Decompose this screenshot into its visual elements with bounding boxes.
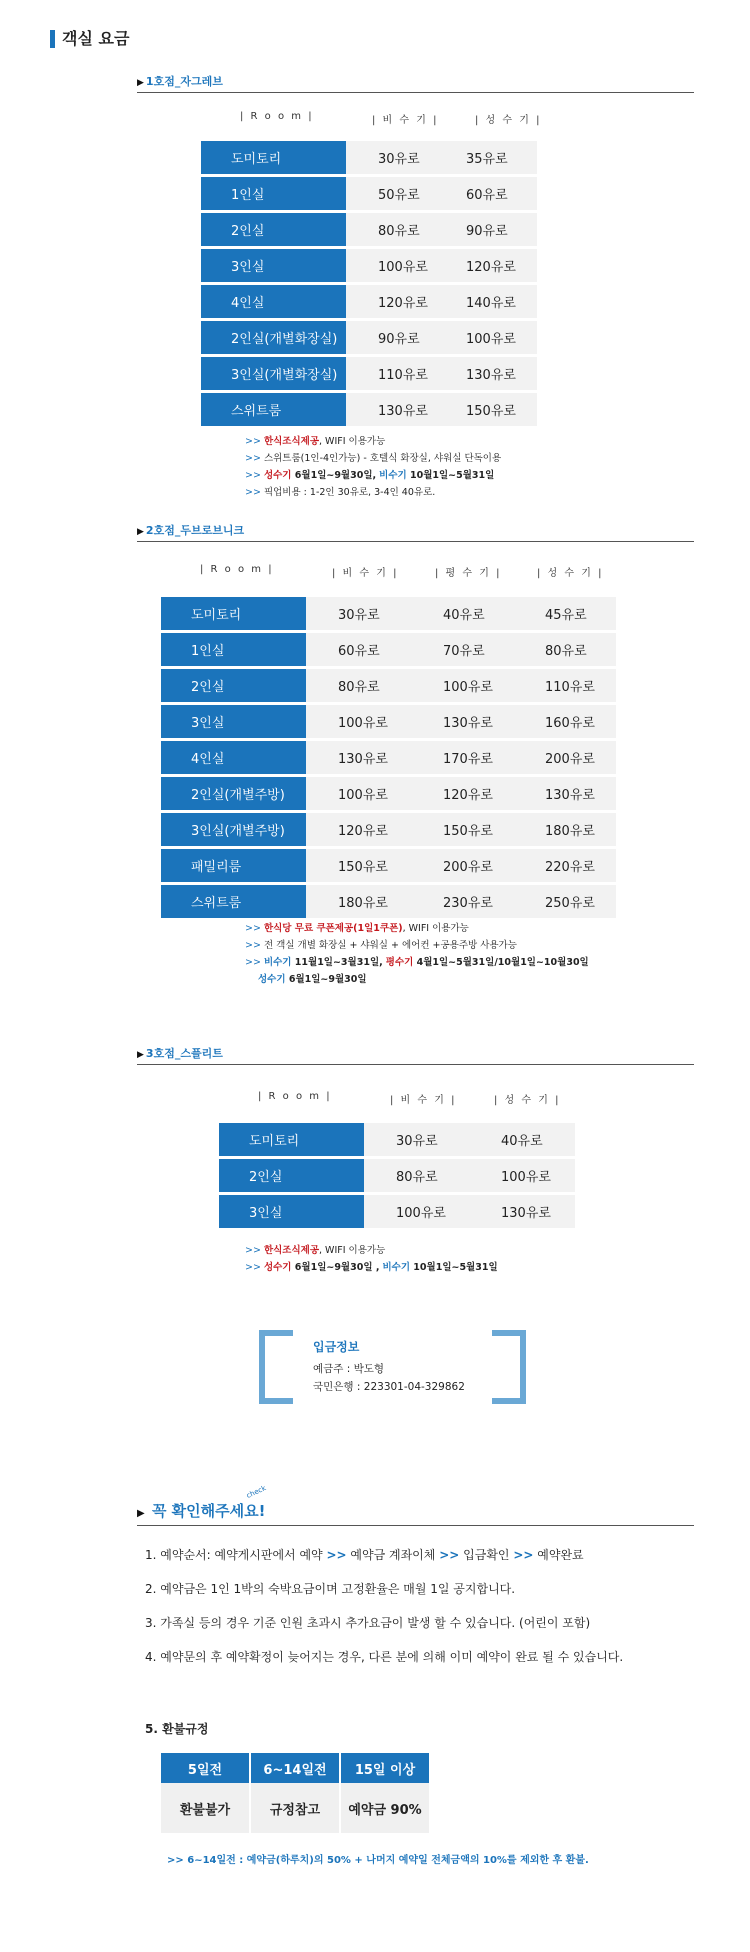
room-name: 패밀리룸 bbox=[161, 849, 306, 882]
col-header-peakseason: | 성 수 기 | bbox=[537, 568, 604, 579]
room-price: 160유로 bbox=[513, 705, 616, 738]
branch-3-price-table bbox=[219, 1120, 575, 1231]
rule-3: 3. 가족실 등의 경우 기준 인원 초과시 추가요금이 발생 할 수 있습니다. (어린이 포함) bbox=[145, 1616, 591, 1630]
room-price: 60유로 bbox=[434, 177, 537, 210]
col-header-peakseason: | 성 수 기 | bbox=[494, 1095, 561, 1106]
col-header-midseason: | 평 수 기 | bbox=[435, 568, 502, 579]
branch-1-price-table bbox=[201, 138, 537, 429]
deposit-account: 국민은행 : 223301-04-329862 bbox=[313, 1381, 465, 1393]
rule-2: 2. 예약금은 1인 1박의 숙박요금이며 고정환율은 매월 1일 공지합니다. bbox=[145, 1582, 516, 1596]
col-header-offseason: | 비 수 기 | bbox=[372, 115, 439, 126]
room-price: 90유로 bbox=[434, 213, 537, 246]
table-row bbox=[161, 597, 616, 630]
branch-2-heading: ▶ 2호점_두브로브니크 bbox=[137, 522, 694, 542]
table-row bbox=[161, 885, 616, 918]
room-name: 도미토리 bbox=[161, 597, 306, 630]
room-price: 130유로 bbox=[513, 777, 616, 810]
room-name: 3인실 bbox=[201, 249, 346, 282]
refund-title: 5. 환불규정 bbox=[145, 1722, 209, 1736]
room-price: 120유로 bbox=[346, 285, 434, 318]
room-price: 120유로 bbox=[434, 249, 537, 282]
table-row bbox=[161, 741, 616, 774]
room-name: 1인실 bbox=[161, 633, 306, 666]
room-price: 130유로 bbox=[434, 357, 537, 390]
room-price: 130유로 bbox=[411, 705, 513, 738]
room-name: 4인실 bbox=[201, 285, 346, 318]
room-price: 250유로 bbox=[513, 885, 616, 918]
refund-value-6-14days: 규정참고 bbox=[251, 1783, 339, 1833]
room-name: 2인실(개별화장실) bbox=[201, 321, 346, 354]
room-price: 120유로 bbox=[306, 813, 411, 846]
col-header-room: | R o o m | bbox=[240, 111, 314, 122]
room-price: 110유로 bbox=[346, 357, 434, 390]
room-name: 도미토리 bbox=[219, 1123, 364, 1156]
room-name: 3인실(개별주방) bbox=[161, 813, 306, 846]
room-price: 130유로 bbox=[306, 741, 411, 774]
room-price: 100유로 bbox=[364, 1195, 469, 1228]
branch-3-notes: >> 한식조식제공, WIFI 이용가능 >> 성수기 6월1일~9월30일 , 비수기 10월1일~5월31일 bbox=[245, 1245, 498, 1273]
table-row bbox=[219, 1123, 575, 1156]
table-row bbox=[201, 141, 537, 174]
branch-2-price-table bbox=[161, 594, 616, 921]
check-heading: ▶ 꼭 확인해주세요! bbox=[137, 1500, 694, 1526]
room-name: 3인실 bbox=[161, 705, 306, 738]
room-name: 2인실 bbox=[219, 1159, 364, 1192]
col-header-room: | R o o m | bbox=[258, 1091, 332, 1102]
branch-3-heading: ▶ 3호점_스플리트 bbox=[137, 1045, 694, 1065]
room-price: 130유로 bbox=[469, 1195, 575, 1228]
table-row bbox=[201, 357, 537, 390]
room-price: 170유로 bbox=[411, 741, 513, 774]
room-price: 50유로 bbox=[346, 177, 434, 210]
refund-value-5days: 환불불가 bbox=[161, 1783, 249, 1833]
col-header-room: | R o o m | bbox=[200, 564, 274, 575]
room-price: 40유로 bbox=[469, 1123, 575, 1156]
room-name: 2인실 bbox=[201, 213, 346, 246]
room-price: 180유로 bbox=[513, 813, 616, 846]
rule-1: 1. 예약순서: 예약게시판에서 예약 >> 예약금 계좌이체 >> 입금확인 >> 예약완료 bbox=[145, 1548, 584, 1562]
refund-header-15days: 15일 이상 bbox=[341, 1753, 429, 1783]
room-price: 140유로 bbox=[434, 285, 537, 318]
room-name: 스위트룸 bbox=[201, 393, 346, 426]
room-price: 80유로 bbox=[513, 633, 616, 666]
col-header-offseason: | 비 수 기 | bbox=[390, 1095, 457, 1106]
room-price: 150유로 bbox=[411, 813, 513, 846]
room-name: 4인실 bbox=[161, 741, 306, 774]
left-bracket bbox=[259, 1330, 293, 1404]
room-price: 80유로 bbox=[306, 669, 411, 702]
room-price: 80유로 bbox=[364, 1159, 469, 1192]
table-row bbox=[161, 777, 616, 810]
room-price: 150유로 bbox=[306, 849, 411, 882]
deposit-title: 입금정보 bbox=[313, 1340, 360, 1354]
room-name: 2인실(개별주방) bbox=[161, 777, 306, 810]
room-price: 30유로 bbox=[346, 141, 434, 174]
page-title: 객실 요금 bbox=[50, 30, 129, 48]
table-row bbox=[201, 249, 537, 282]
table-row bbox=[219, 1159, 575, 1192]
room-price: 35유로 bbox=[434, 141, 537, 174]
room-price: 150유로 bbox=[434, 393, 537, 426]
room-price: 180유로 bbox=[306, 885, 411, 918]
table-row bbox=[161, 633, 616, 666]
table-row bbox=[161, 813, 616, 846]
room-price: 100유로 bbox=[306, 705, 411, 738]
room-price: 80유로 bbox=[346, 213, 434, 246]
room-price: 130유로 bbox=[346, 393, 434, 426]
room-price: 100유로 bbox=[411, 669, 513, 702]
room-price: 120유로 bbox=[411, 777, 513, 810]
room-price: 100유로 bbox=[346, 249, 434, 282]
refund-header-6-14days: 6~14일전 bbox=[251, 1753, 339, 1783]
room-price: 90유로 bbox=[346, 321, 434, 354]
room-price: 100유로 bbox=[469, 1159, 575, 1192]
table-row bbox=[161, 705, 616, 738]
table-row bbox=[201, 393, 537, 426]
room-price: 30유로 bbox=[306, 597, 411, 630]
room-name: 1인실 bbox=[201, 177, 346, 210]
room-price: 100유로 bbox=[306, 777, 411, 810]
branch-2-notes: >> 한식당 무료 쿠폰제공(1일1쿠폰), WIFI 이용가능 >> 전 객실 개별 화장실 + 샤워실 + 에어컨 +공용주방 사용가능 >> 비수기 11월1일~3월31일, 평수기 4월1일~5월31일/10월1일~10월30일 성수기 6월1일~9월30일 bbox=[245, 923, 589, 985]
table-row bbox=[201, 321, 537, 354]
room-price: 100유로 bbox=[434, 321, 537, 354]
room-price: 110유로 bbox=[513, 669, 616, 702]
refund-header-5days: 5일전 bbox=[161, 1753, 249, 1783]
room-name: 스위트룸 bbox=[161, 885, 306, 918]
check-badge-icon: check bbox=[245, 1484, 268, 1500]
room-price: 60유로 bbox=[306, 633, 411, 666]
table-row bbox=[219, 1195, 575, 1228]
table-row bbox=[201, 177, 537, 210]
branch-1-heading: ▶ 1호점_자그레브 bbox=[137, 73, 694, 93]
refund-value-15days: 예약금 90% bbox=[341, 1783, 429, 1833]
table-row bbox=[161, 849, 616, 882]
deposit-holder: 예금주 : 박도형 bbox=[313, 1363, 385, 1375]
refund-table bbox=[159, 1753, 431, 1833]
room-price: 200유로 bbox=[411, 849, 513, 882]
table-row bbox=[201, 213, 537, 246]
room-price: 200유로 bbox=[513, 741, 616, 774]
room-name: 2인실 bbox=[161, 669, 306, 702]
table-row bbox=[201, 285, 537, 318]
rule-4: 4. 예약문의 후 예약확정이 늦어지는 경우, 다른 분에 의해 이미 예약이 완료 될 수 있습니다. bbox=[145, 1650, 624, 1664]
room-name: 3인실(개별화장실) bbox=[201, 357, 346, 390]
room-price: 45유로 bbox=[513, 597, 616, 630]
right-bracket bbox=[492, 1330, 526, 1404]
room-price: 70유로 bbox=[411, 633, 513, 666]
room-price: 220유로 bbox=[513, 849, 616, 882]
table-row bbox=[161, 669, 616, 702]
col-header-peakseason: | 성 수 기 | bbox=[475, 115, 542, 126]
room-name: 3인실 bbox=[219, 1195, 364, 1228]
col-header-offseason: | 비 수 기 | bbox=[332, 568, 399, 579]
room-name: 도미토리 bbox=[201, 141, 346, 174]
refund-note: >> 6~14일전 : 예약금(하루치)의 50% + 나머지 예약일 전체금액의 10%를 제외한 후 환불. bbox=[167, 1855, 589, 1866]
room-price: 40유로 bbox=[411, 597, 513, 630]
branch-1-notes: >> 한식조식제공, WIFI 이용가능 >> 스위트룸(1인-4인가능) - 호텔식 화장실, 샤워실 단독이용 >> 성수기 6월1일~9월30일, 비수기 10월1일~5월31일 >> 픽업비용 : 1-2인 30유로, 3-4인 40유로. bbox=[245, 436, 502, 498]
room-price: 230유로 bbox=[411, 885, 513, 918]
room-price: 30유로 bbox=[364, 1123, 469, 1156]
